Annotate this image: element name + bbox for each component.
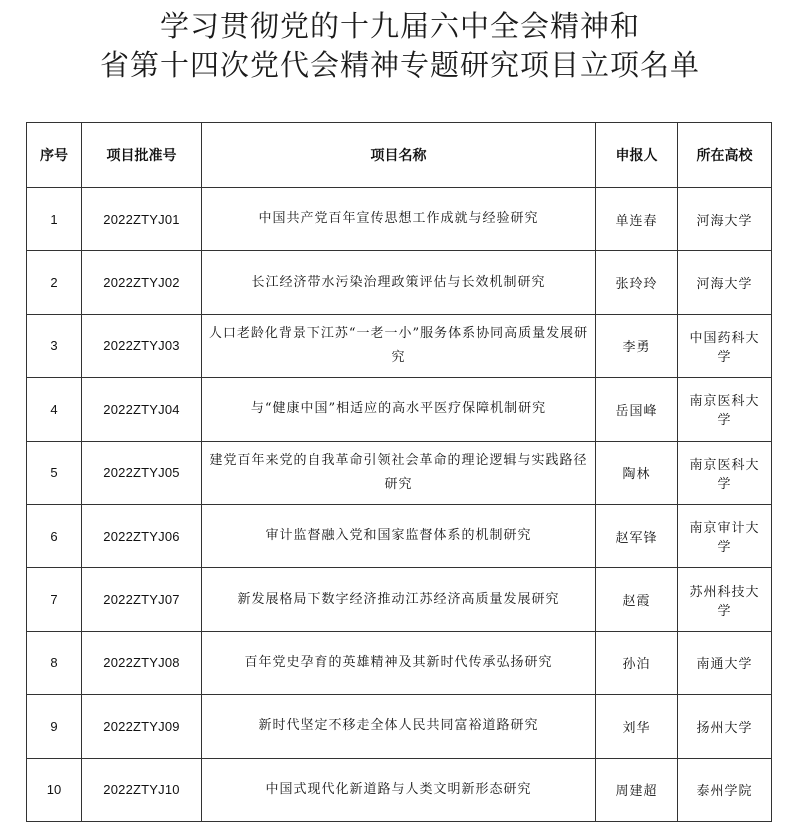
cell-applicant: 张玲玲: [596, 251, 678, 314]
table-row: [27, 568, 772, 631]
table-header-row: [27, 123, 772, 188]
header-name: 项目名称: [202, 123, 596, 188]
cell-applicant: 岳国峰: [596, 378, 678, 441]
document-title-line-1: 学习贯彻党的十九届六中全会精神和: [159, 9, 640, 43]
cell-school: 扬州大学: [678, 695, 772, 758]
cell-school: 泰州学院: [678, 758, 772, 821]
cell-no: 10: [27, 758, 82, 821]
cell-code: 2022ZTYJ10: [82, 758, 202, 821]
cell-code: 2022ZTYJ08: [82, 631, 202, 694]
cell-project-name: 人口老龄化背景下江苏“一老一小”服务体系协同高质量发展研究: [202, 314, 596, 377]
cell-applicant: 李勇: [596, 314, 678, 377]
cell-no: 2: [27, 251, 82, 314]
cell-applicant: 刘华: [596, 695, 678, 758]
header-no: 序号: [27, 123, 82, 188]
table-row: [27, 314, 772, 377]
header-code: 项目批准号: [82, 123, 202, 188]
cell-no: 7: [27, 568, 82, 631]
header-school: 所在高校: [678, 123, 772, 188]
cell-school: 河海大学: [678, 188, 772, 251]
cell-project-name: 长江经济带水污染治理政策评估与长效机制研究: [202, 251, 596, 314]
cell-no: 1: [27, 188, 82, 251]
cell-school: 南通大学: [678, 631, 772, 694]
cell-code: 2022ZTYJ06: [82, 504, 202, 567]
cell-no: 8: [27, 631, 82, 694]
cell-project-name: 新发展格局下数字经济推动江苏经济高质量发展研究: [202, 568, 596, 631]
table-row: [27, 631, 772, 694]
cell-code: 2022ZTYJ04: [82, 378, 202, 441]
cell-applicant: 陶林: [596, 441, 678, 504]
cell-applicant: 孙泊: [596, 631, 678, 694]
cell-no: 4: [27, 378, 82, 441]
cell-school: 南京审计大学: [678, 504, 772, 567]
table-row: [27, 378, 772, 441]
cell-applicant: 赵霞: [596, 568, 678, 631]
cell-no: 9: [27, 695, 82, 758]
project-list-table: [26, 122, 772, 822]
cell-code: 2022ZTYJ02: [82, 251, 202, 314]
cell-project-name: 中国式现代化新道路与人类文明新形态研究: [202, 758, 596, 821]
cell-code: 2022ZTYJ09: [82, 695, 202, 758]
table-row: [27, 441, 772, 504]
cell-applicant: 周建超: [596, 758, 678, 821]
cell-project-name: 审计监督融入党和国家监督体系的机制研究: [202, 504, 596, 567]
cell-applicant: 单连春: [596, 188, 678, 251]
cell-project-name: 与“健康中国”相适应的高水平医疗保障机制研究: [202, 378, 596, 441]
table-row: [27, 188, 772, 251]
table-row: [27, 251, 772, 314]
cell-code: 2022ZTYJ01: [82, 188, 202, 251]
cell-code: 2022ZTYJ05: [82, 441, 202, 504]
cell-no: 5: [27, 441, 82, 504]
cell-school: 中国药科大学: [678, 314, 772, 377]
cell-project-name: 中国共产党百年宣传思想工作成就与经验研究: [202, 188, 596, 251]
cell-school: 苏州科技大学: [678, 568, 772, 631]
cell-applicant: 赵军锋: [596, 504, 678, 567]
cell-school: 南京医科大学: [678, 441, 772, 504]
table-row: [27, 695, 772, 758]
cell-code: 2022ZTYJ07: [82, 568, 202, 631]
cell-school: 河海大学: [678, 251, 772, 314]
cell-project-name: 百年党史孕育的英雄精神及其新时代传承弘扬研究: [202, 631, 596, 694]
cell-project-name: 建党百年来党的自我革命引领社会革命的理论逻辑与实践路径研究: [202, 441, 596, 504]
cell-school: 南京医科大学: [678, 378, 772, 441]
header-person: 申报人: [596, 123, 678, 188]
table-row: [27, 504, 772, 567]
cell-no: 3: [27, 314, 82, 377]
document-title-line-2: 省第十四次党代会精神专题研究项目立项名单: [99, 48, 700, 82]
cell-project-name: 新时代坚定不移走全体人民共同富裕道路研究: [202, 695, 596, 758]
table-row: [27, 758, 772, 821]
cell-no: 6: [27, 504, 82, 567]
cell-code: 2022ZTYJ03: [82, 314, 202, 377]
